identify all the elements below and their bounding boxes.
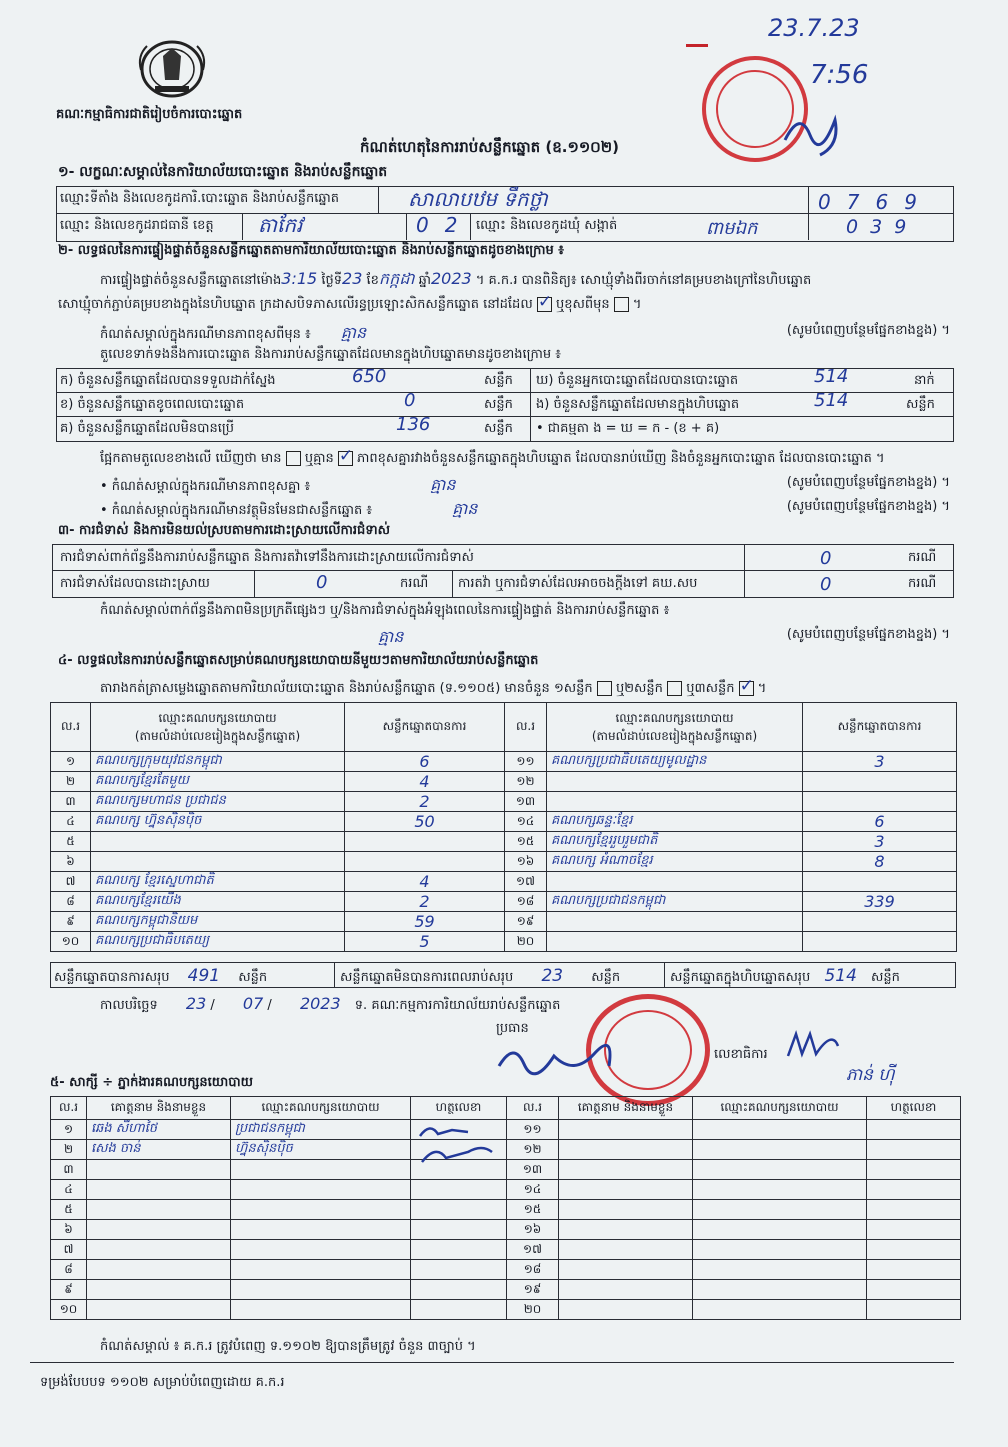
party-votes [803, 792, 957, 812]
party-no: ១ [51, 752, 91, 772]
witness-party [231, 1160, 411, 1180]
table-row [51, 1280, 961, 1300]
party-votes: 2 [345, 892, 505, 912]
table-row [51, 912, 957, 932]
w-col-party-right: ឈ្មោះគណបក្សនយោបាយ [693, 1097, 867, 1120]
witness-no: ១៣ [507, 1160, 559, 1180]
witness-signature [411, 1280, 507, 1300]
table-row [51, 812, 957, 832]
section4-heading: ៤- លទ្ធផលនៃការរាប់សន្លឹកឆ្នោតសម្រាប់គណបក្សនយោបាយនីមួយៗតាមការិយាល័យរាប់សន្លឹកឆ្នោត [58, 653, 539, 668]
appeal-unit: ករណី [908, 576, 937, 591]
witness-signature [867, 1140, 961, 1160]
witness-no: ១២ [507, 1140, 559, 1160]
witness-name [559, 1160, 693, 1180]
gho-label: ឃ) ចំនួនអ្នកបោះឆ្នោតដែលបានបោះឆ្នោត [536, 373, 739, 388]
party-votes [803, 872, 957, 892]
table-row [51, 932, 957, 952]
party-votes [803, 772, 957, 792]
commune-code-value: 039 [846, 216, 919, 238]
witness-party [693, 1120, 867, 1140]
s1-vline-a [378, 186, 379, 213]
party-name: គណបក្សក្រុមយុវជនកម្ពុជា [91, 752, 345, 772]
three-sheet-checkbox[interactable] [739, 681, 754, 696]
witness-no: ៣ [51, 1160, 87, 1180]
president-signature [494, 1036, 614, 1088]
table-row [51, 1160, 961, 1180]
difference-note-line: កំណត់សម្គាល់ក្នុងករណីមានភាពខុសពីមុន ៖ គ្មាន (សូមបំពេញបន្ថែមផ្នែកខាងខ្នង) ។ [100, 323, 950, 342]
form-footer: ទម្រង់បែបបទ ១១០២ សម្រាប់បំពេញដោយ គ.ក.រ [40, 1375, 285, 1390]
gho-unit: នាក់ [914, 373, 935, 388]
witness-signature [411, 1200, 507, 1220]
witness-name [87, 1280, 231, 1300]
witness-name [87, 1160, 231, 1180]
appeal-value: 0 [820, 574, 832, 595]
party-no: ១២ [505, 772, 547, 792]
table-row [51, 1300, 961, 1320]
party-no: ១៦ [505, 852, 547, 872]
witness-no: ១៤ [507, 1180, 559, 1200]
witness-no: ២ [51, 1140, 87, 1160]
party-votes: 339 [803, 892, 957, 912]
bottom-rule [30, 1362, 954, 1363]
party-votes: 59 [345, 912, 505, 932]
kha-value: 0 [404, 390, 416, 411]
section2-heading: ២- លទ្ធផលនៃការផ្ទៀងផ្ទាត់ចំនួនសន្លឹកឆ្នោតតាមការិយាល័យបោះឆ្នោត និងរាប់សន្លឹកឆ្នោតដូចខាងក្រោម ៖ [58, 243, 564, 258]
witness-signature [411, 1300, 507, 1320]
witness-signature [411, 1240, 507, 1260]
witness-party [693, 1280, 867, 1300]
figures-intro: តួលេខទាក់ទងនឹងការបោះឆ្នោត និងការរាប់សន្លឹកឆ្នោតដែលមានក្នុងហិបឆ្នោតមានដូចខាងក្រោម ៖ [100, 347, 561, 362]
party-results-table [50, 702, 957, 952]
has-difference-checkbox[interactable] [286, 451, 301, 466]
resolved-unit: ករណី [400, 576, 429, 591]
witness-party [693, 1140, 867, 1160]
witness-name [87, 1240, 231, 1260]
witness-signature [867, 1120, 961, 1140]
totals-vline-a [334, 962, 335, 988]
s1-vline-c [242, 213, 243, 240]
party-votes: 2 [345, 792, 505, 812]
witness-signature [867, 1200, 961, 1220]
handwritten-time: 7:56 [810, 60, 869, 90]
table-row [51, 752, 957, 772]
table-row [51, 792, 957, 812]
party-no: ១៩ [505, 912, 547, 932]
commune-label: ឈ្មោះ និងលេខកូដឃុំ សង្កាត់ [476, 218, 618, 233]
witness-body [51, 1120, 961, 1320]
witness-no: ៤ [51, 1180, 87, 1200]
party-no: ១៣ [505, 792, 547, 812]
witness-name [559, 1180, 693, 1200]
party-votes: 8 [803, 852, 957, 872]
table-row [51, 1220, 961, 1240]
party-name: គណបក្សកម្ពុជានិយម [91, 912, 345, 932]
ka-unit: សន្លឹក [484, 373, 513, 388]
party-no: ១៤ [505, 812, 547, 832]
witness-name [559, 1240, 693, 1260]
verify-time-line: ការផ្ទៀងផ្ទាត់ចំនួនសន្លឹកឆ្នោតនៅម៉ោង3:15 ថ្ងៃទី23 ខែកក្កដា ឆ្នាំ2023 ។ គ.ក.រ បានពិនិត្យ៖ សោឃ្មុំទាំងពីរចាក់នៅគម្របខាងក្រៅនៃហិបឆ្នោត [100, 269, 812, 288]
witness-signature [411, 1220, 507, 1240]
top-signature [780, 100, 850, 160]
party-votes: 5 [345, 932, 505, 952]
party-no: ១៨ [505, 892, 547, 912]
results-body [51, 752, 957, 952]
ka-label: ក) ចំនួនសន្លឹកឆ្នោតដែលបានទទួលដាក់ស្នែង [60, 373, 276, 388]
secretary-name: ភាន់ ហ៊ី [846, 1065, 895, 1085]
party-name: គណបក្ស ខ្មែរស្នេហាជាតិ [91, 872, 345, 892]
party-no: ៩ [51, 912, 91, 932]
witness-no: ៨ [51, 1260, 87, 1280]
party-name: គណបក្សប្រជាធិបតេយ្យមូលដ្ឋាន [547, 752, 803, 772]
witness-party [231, 1260, 411, 1280]
witness-party [693, 1260, 867, 1280]
witness-party [231, 1240, 411, 1260]
party-name: គណបក្សប្រជាជនកម្ពុជា [547, 892, 803, 912]
form-title: កំណត់ហេតុនៃការរាប់សន្លឹកឆ្នោត (ឧ.១១០២) [360, 138, 620, 156]
objection-label: ការជំទាស់ពាក់ព័ន្ធនឹងការរាប់សន្លឹកឆ្នោត និងការតវ៉ាទៅនឹងការដោះស្រាយលើការជំទាស់ [60, 550, 474, 565]
table-row [51, 852, 957, 872]
party-name [91, 852, 345, 872]
objection-vline-b [254, 570, 255, 598]
w-col-no-left: ល.រ [51, 1097, 87, 1120]
party-votes [803, 932, 957, 952]
s1-vline-b [808, 186, 809, 240]
witness-party [693, 1300, 867, 1320]
witness-name: សេង ចាន់ [87, 1140, 231, 1160]
col-party-right: ឈ្មោះគណបក្សនយោបាយ (តាមលំដាប់លេខរៀងក្នុងសន្លឹកឆ្នោត) [547, 703, 803, 752]
witness-no: ២០ [507, 1300, 559, 1320]
party-name: គណបក្សខ្មែររួបរួមជាតិ [547, 832, 803, 852]
party-votes: 4 [345, 772, 505, 792]
one-sheet-checkbox[interactable] [597, 681, 612, 696]
section1-heading: ១- លក្ខណៈសម្គាល់នៃការិយាល័យបោះឆ្នោត និងរាប់សន្លឹកឆ្នោត [58, 164, 388, 180]
table-row [51, 1260, 961, 1280]
witness-name [559, 1280, 693, 1300]
province-code-value: 02 [416, 213, 474, 237]
witness-no: ៩ [51, 1280, 87, 1300]
witness-signature [867, 1260, 961, 1280]
col-party-left: ឈ្មោះគណបក្សនយោបាយ (តាមលំដាប់លេខរៀងក្នុងសន្លឹកឆ្នោត) [91, 703, 345, 752]
party-no: ១៥ [505, 832, 547, 852]
table-row [51, 1140, 961, 1160]
table-row [51, 892, 957, 912]
witness-name [87, 1200, 231, 1220]
figures-divider-2 [56, 416, 954, 417]
office-code-value: 0769 [818, 190, 933, 214]
party-no: ២០ [505, 932, 547, 952]
ko-label: គ) ចំនួនសន្លឹកឆ្នោតដែលមិនបានប្រើ [60, 421, 234, 436]
president-label: ប្រធាន [496, 1021, 529, 1036]
party-name: គណបក្ស អំណាចខ្មែរ [547, 852, 803, 872]
section5-heading: ៥- សាក្សី ÷ ភ្នាក់ងារគណបក្សនយោបាយ [50, 1075, 253, 1090]
section3-heading: ៣- ការជំទាស់ និងការមិនយល់ស្របតាមការដោះស្រាយលើការជំទាស់ [58, 523, 390, 538]
ka-value: 650 [352, 366, 387, 387]
objection-unit: ករណី [908, 550, 937, 565]
party-votes [803, 912, 957, 932]
office-label: ឈ្មោះទីតាំង និងលេខកូដការិ.បោះឆ្នោត និងរាប់សន្លឹកឆ្នោត [60, 191, 339, 206]
party-no: ២ [51, 772, 91, 792]
changed-checkbox[interactable] [614, 297, 629, 312]
witness-party [693, 1240, 867, 1260]
nec-logo-icon [135, 36, 209, 106]
witness-table [50, 1096, 961, 1320]
party-name: គណបក្សមហាជន ប្រជាជន [91, 792, 345, 812]
party-name: គណបក្សឆន្ទៈខ្មែរ [547, 812, 803, 832]
witness-name: ឆេង សីហាថៃ [87, 1120, 231, 1140]
witness-party: ប្រជាជនកម្ពុជា [231, 1120, 411, 1140]
irregularity-note-line: គ្មាន (សូមបំពេញបន្ថែមផ្នែកខាងខ្នង) ។ [378, 627, 950, 646]
report-date-line: កាលបរិច្ឆេទ 23 / 07 / 2023 ទ. គណៈកម្មការការិយាល័យរាប់សន្លឹកឆ្នោត [100, 994, 561, 1013]
witness-party [231, 1220, 411, 1240]
party-votes: 6 [345, 752, 505, 772]
party-no: ៥ [51, 832, 91, 852]
witness-name [87, 1220, 231, 1240]
tally-sheet-line: តារាងកត់ត្រាសម្លេងឆ្នោតតាមការិយាល័យបោះឆ្នោត និងរាប់សន្លឹកឆ្នោត (ទ.១១០៥) មានចំនួន ១សន្លឹក ឬ២សន្លឹក ឬ៣សន្លឹក ✓ ។ [100, 680, 766, 699]
witness-name [559, 1260, 693, 1280]
secretary-signature [784, 1028, 844, 1062]
witness-name [87, 1260, 231, 1280]
witness-signature [867, 1160, 961, 1180]
authority-name: គណៈកម្មាធិការជាតិរៀបចំការបោះឆ្នោត [56, 107, 243, 122]
party-no: ៨ [51, 892, 91, 912]
office-name-value: សាលាបឋម ទឹកថ្លា [408, 187, 548, 211]
table-row [51, 1180, 961, 1200]
resolved-label: ការជំទាស់ដែលបានដោះស្រាយ [60, 576, 210, 591]
witness-party [693, 1220, 867, 1240]
ngo-value: 514 [814, 390, 849, 411]
s1-vline-e [470, 213, 471, 240]
party-name [547, 772, 803, 792]
commune-name-value: ពាមឯក [706, 218, 758, 239]
figures-vline [530, 368, 531, 442]
col-votes-right: សន្លឹកឆ្នោតបានការ [803, 703, 957, 752]
table-row [51, 772, 957, 792]
witness-no: ១៨ [507, 1260, 559, 1280]
party-name: គណបក្សខ្មែរយើង [91, 892, 345, 912]
col-no-right: ល.រ [505, 703, 547, 752]
w-col-name-right: គោត្តនាម និងនាមខ្លួន [559, 1097, 693, 1120]
ko-unit: សន្លឹក [484, 421, 513, 436]
party-name [91, 832, 345, 852]
party-no: ៣ [51, 792, 91, 812]
witness-party [693, 1160, 867, 1180]
table-row [51, 872, 957, 892]
witness-name [559, 1200, 693, 1220]
ngo-label: ង) ចំនួនសន្លឹកឆ្នោតដែលមានក្នុងហិបឆ្នោត [536, 397, 740, 412]
objection-vline-a [744, 544, 745, 598]
col-votes-left: សន្លឹកឆ្នោតបានការ [345, 703, 505, 752]
witness-no: ១០ [51, 1300, 87, 1320]
witness-party [693, 1200, 867, 1220]
handwritten-date: 23.7.23 [768, 14, 860, 42]
w-col-name-left: គោត្តនាម និងនាមខ្លួន [87, 1097, 231, 1120]
party-name [547, 872, 803, 892]
witness-signature [867, 1280, 961, 1300]
irregularity-note-label: កំណត់សម្គាល់ពាក់ព័ន្ធនឹងភាពមិនប្រក្រតីផ្សេងៗ ឬ/និងការជំទាស់ក្នុងអំឡុងពេលនៃការផ្ទៀងផ្ទាត់ និងការរាប់សន្លឹកឆ្នោត ៖ [100, 603, 670, 618]
party-name [547, 932, 803, 952]
table-row [51, 1200, 961, 1220]
formula: • ជាគម្មតា ង = ឃ = ក - (ខ + គ) [536, 421, 720, 436]
party-votes: 3 [803, 832, 957, 852]
witness-no: ១៥ [507, 1200, 559, 1220]
no-difference-checkbox[interactable] [338, 451, 353, 466]
seal-check-line: សោឃ្មុំចាក់ភ្ជាប់គម្របខាងក្នុងនៃហិបឆ្នោត ក្រដាសបិទភាសលើរន្ធប្រឡោះសិកសន្លឹកឆ្នោត នៅដដែល ✓ ឬខុសពីមុន ។ [58, 296, 641, 315]
witness-signature [867, 1220, 961, 1240]
party-name: គណបក្ស ហ្វ៊ុនស៊ិនប៉ិច [91, 812, 345, 832]
witness-signature [867, 1300, 961, 1320]
total-valid-line: សន្លឹកឆ្នោតបានការសរុប 491 សន្លឹក [54, 966, 268, 986]
resolved-value: 0 [316, 572, 328, 593]
ko-value: 136 [396, 414, 431, 435]
objection-divider [52, 570, 954, 571]
table-row [51, 1240, 961, 1260]
totals-vline-b [664, 962, 665, 988]
party-votes [345, 832, 505, 852]
two-sheet-checkbox[interactable] [667, 681, 682, 696]
kha-unit: សន្លឹក [484, 397, 513, 412]
col-no-left: ល.រ [51, 703, 91, 752]
party-votes: 6 [803, 812, 957, 832]
gho-value: 514 [814, 366, 849, 387]
party-name [547, 912, 803, 932]
witness-no: ៥ [51, 1200, 87, 1220]
witness-party [231, 1180, 411, 1200]
party-votes: 3 [803, 752, 957, 772]
party-no: ១៧ [505, 872, 547, 892]
red-mark [686, 44, 708, 47]
party-name: គណបក្សប្រជាធិបតេយ្យ [91, 932, 345, 952]
province-label: ឈ្មោះ និងលេខកូដរាជធានី ខេត្ត [60, 218, 214, 233]
party-votes: 4 [345, 872, 505, 892]
witness-no: ៧ [51, 1240, 87, 1260]
footnote: កំណត់សម្គាល់ ៖ គ.ក.រ ត្រូវបំពេញ ទ.១១០២ ឱ្យបានត្រឹមត្រូវ ចំនួន ៣ច្បាប់ ។ [100, 1339, 476, 1354]
witness-party [231, 1200, 411, 1220]
bullet2-line: • កំណត់សម្គាល់ក្នុងករណីមានវត្ថុមិនមែនជាសន្លឹកឆ្នោត ៖ គ្មាន (សូមបំពេញបន្ថែមផ្នែកខាងខ្នង) ។ [100, 499, 950, 518]
verify-difference-line: ផ្អែកតាមតួលេខខាងលើ ឃើញថា មាន ឬគ្មាន ✓ ភាពខុសគ្នារវាងចំនួនសន្លឹកឆ្នោតក្នុងហិបឆ្នោត ដែលបានរាប់ឃើញ និងចំនួនអ្នកបោះឆ្នោត ដែលបានបោះឆ្នោត ។ [100, 450, 885, 469]
party-votes: 50 [345, 812, 505, 832]
witness-name [559, 1140, 693, 1160]
witness-signatures [412, 1118, 498, 1170]
witness-signature [867, 1180, 961, 1200]
witness-no: ១៩ [507, 1280, 559, 1300]
table-row [51, 1120, 961, 1140]
province-name-value: តាកែវ [258, 213, 303, 237]
witness-no: ១ [51, 1120, 87, 1140]
witness-party: ហ្វ៊ុនស៊ិនប៉ិច [231, 1140, 411, 1160]
witness-header-row [51, 1097, 961, 1120]
witness-party [231, 1280, 411, 1300]
witness-no: ១៧ [507, 1240, 559, 1260]
witness-no: ៦ [51, 1220, 87, 1240]
unchanged-checkbox[interactable] [537, 297, 552, 312]
party-no: ១១ [505, 752, 547, 772]
witness-party [231, 1300, 411, 1320]
witness-name [559, 1120, 693, 1140]
objection-vline-c [452, 570, 453, 598]
witness-no: ១៦ [507, 1220, 559, 1240]
party-no: ៧ [51, 872, 91, 892]
party-no: ៦ [51, 852, 91, 872]
party-no: ១០ [51, 932, 91, 952]
ngo-unit: សន្លឹក [906, 397, 935, 412]
witness-name [87, 1300, 231, 1320]
w-col-party-left: ឈ្មោះគណបក្សនយោបាយ [231, 1097, 411, 1120]
party-name: គណបក្សខ្មែរតែមួយ [91, 772, 345, 792]
witness-party [693, 1180, 867, 1200]
w-col-sign-left: ហត្ថលេខា [411, 1097, 507, 1120]
table-row [51, 832, 957, 852]
witness-signature [411, 1180, 507, 1200]
party-no: ៤ [51, 812, 91, 832]
total-invalid-line: សន្លឹកឆ្នោតមិនបានការពេលរាប់សរុប 23 សន្លឹក [340, 966, 621, 986]
seal-bottom-inner [604, 1010, 692, 1090]
appeal-label: ការតវ៉ា ឬការជំទាស់ដែលអាចចងក្តីងទៅ គឃ.សប [458, 576, 698, 591]
w-col-sign-right: ហត្ថលេខា [867, 1097, 961, 1120]
witness-name [87, 1180, 231, 1200]
party-name [547, 792, 803, 812]
secretary-label: លេខាធិការ [714, 1047, 768, 1062]
witness-name [559, 1220, 693, 1240]
witness-no: ១១ [507, 1120, 559, 1140]
witness-signature [411, 1260, 507, 1280]
total-box-line: សន្លឹកឆ្នោតក្នុងហិបឆ្នោតសរុប 514 សន្លឹក [670, 966, 900, 986]
party-votes [345, 852, 505, 872]
s1-vline-d [406, 213, 407, 240]
objection-value: 0 [820, 548, 832, 569]
witness-name [559, 1300, 693, 1320]
bullet1-line: • កំណត់សម្គាល់ក្នុងករណីមានភាពខុសគ្នា ៖ គ្មាន (សូមបំពេញបន្ថែមផ្នែកខាងខ្នង) ។ [100, 475, 950, 494]
results-header-row [51, 703, 957, 752]
witness-signature [867, 1240, 961, 1260]
w-col-no-right: ល.រ [507, 1097, 559, 1120]
kha-label: ខ) ចំនួនសន្លឹកឆ្នោតខូចពេលបោះឆ្នោត [60, 397, 245, 412]
